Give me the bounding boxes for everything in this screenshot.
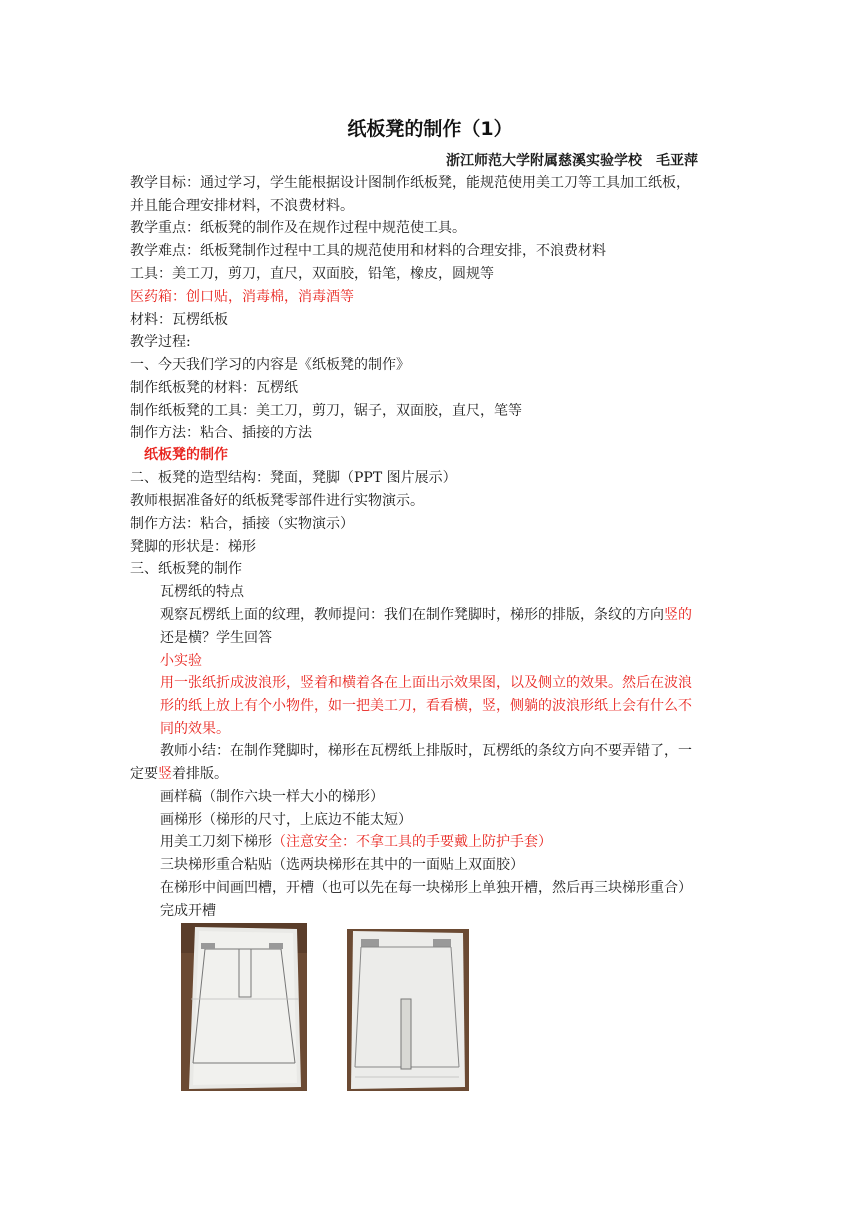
trapezoid-template-photo-1 — [181, 923, 307, 1091]
teaching-goal-cont: 并且能合理安排材料，不浪费材料。 — [130, 198, 354, 214]
medkit-line: 医药箱：创口贴，消毒棉，消毒酒等 — [130, 289, 354, 305]
safety-note: （注意安全：不拿工具的手要戴上防护手套） — [272, 834, 552, 850]
corrugated-feature: 瓦楞纸的特点 — [160, 584, 244, 600]
summary-text: 定要 — [130, 766, 158, 782]
teaching-key-point: 教学重点：纸板凳的制作及在规作过程中规范使工具。 — [130, 220, 466, 236]
step-groove: 在梯形中间画凹槽，开槽（也可以先在每一块梯形上单独开槽，然后再三块梯形重合） — [160, 880, 692, 896]
material-line: 材料：瓦楞纸板 — [130, 312, 228, 328]
step-cut — [160, 831, 552, 853]
trapezoid-template-photo-2 — [347, 929, 469, 1091]
experiment-title: 小实验 — [160, 653, 202, 669]
summary-line-1: 教师小结：在制作凳脚时，梯形在瓦楞纸上排版时，瓦楞纸的条纹方向不要弄错了，一 — [160, 743, 692, 759]
section-2-shape: 凳脚的形状是：梯形 — [130, 539, 256, 555]
section-1: 一、今天我们学习的内容是《纸板凳的制作》 — [130, 357, 410, 373]
summary-line-2 — [130, 763, 228, 785]
tools-line: 工具：美工刀，剪刀，直尺，双面胶，铅笔，橡皮，圆规等 — [130, 266, 494, 282]
observe-highlight: 竖的 — [664, 607, 692, 623]
step-glue: 三块梯形重合粘贴（选两块梯形在其中的一面贴上双面胶） — [160, 857, 524, 873]
section-1-method: 制作方法：粘合、插接的方法 — [130, 425, 312, 441]
step-cut-text: 用美工刀刻下梯形 — [160, 834, 272, 850]
summary-text-end: 着排版。 — [172, 766, 228, 782]
section-1-tools: 制作纸板凳的工具：美工刀，剪刀，锯子，双面胶，直尺，笔等 — [130, 403, 522, 419]
section-2-demo: 教师根据准备好的纸板凳零部件进行实物演示。 — [130, 493, 424, 509]
experiment-line-1: 用一张纸折成波浪形，竖着和横着各在上面出示效果图，以及侧立的效果。然后在波浪 — [160, 675, 692, 691]
observe-text: 观察瓦楞纸上面的纹理，教师提问：我们在制作凳脚时，梯形的排版，条纹的方向 — [160, 607, 664, 623]
section-1-material: 制作纸板凳的材料：瓦楞纸 — [130, 380, 298, 396]
teaching-difficulty: 教学难点：纸板凳制作过程中工具的规范使用和材料的合理安排，不浪费材料 — [130, 243, 606, 259]
step-finish: 完成开槽 — [160, 903, 216, 919]
section-3: 三、纸板凳的制作 — [130, 561, 242, 577]
summary-highlight: 竖 — [158, 766, 172, 782]
red-subheading: 纸板凳的制作 — [144, 447, 228, 463]
observe-paragraph-cont: 还是横？学生回答 — [160, 630, 272, 646]
process-heading: 教学过程: — [130, 334, 191, 350]
observe-paragraph — [160, 604, 692, 626]
section-2-method: 制作方法：粘合，插接（实物演示） — [130, 516, 354, 532]
experiment-line-3: 同的效果。 — [160, 721, 230, 737]
experiment-line-2: 形的纸上放上有个小物件，如一把美工刀，看看横，竖，侧躺的波浪形纸上会有什么不 — [160, 698, 692, 714]
step-draft: 画样稿（制作六块一样大小的梯形） — [160, 789, 384, 805]
document-title: 纸板凳的制作（1） — [347, 118, 513, 140]
teaching-goal: 教学目标：通过学习，学生能根据设计图制作纸板凳，能规范使用美工刀等工具加工纸板， — [130, 175, 690, 191]
step-draw-trapezoid: 画梯形（梯形的尺寸，上底边不能太短） — [160, 812, 412, 828]
author-line: 浙江师范大学附属慈溪实验学校 毛亚萍 — [446, 153, 698, 169]
section-2: 二、板凳的造型结构：凳面，凳脚（PPT 图片展示） — [130, 470, 457, 486]
